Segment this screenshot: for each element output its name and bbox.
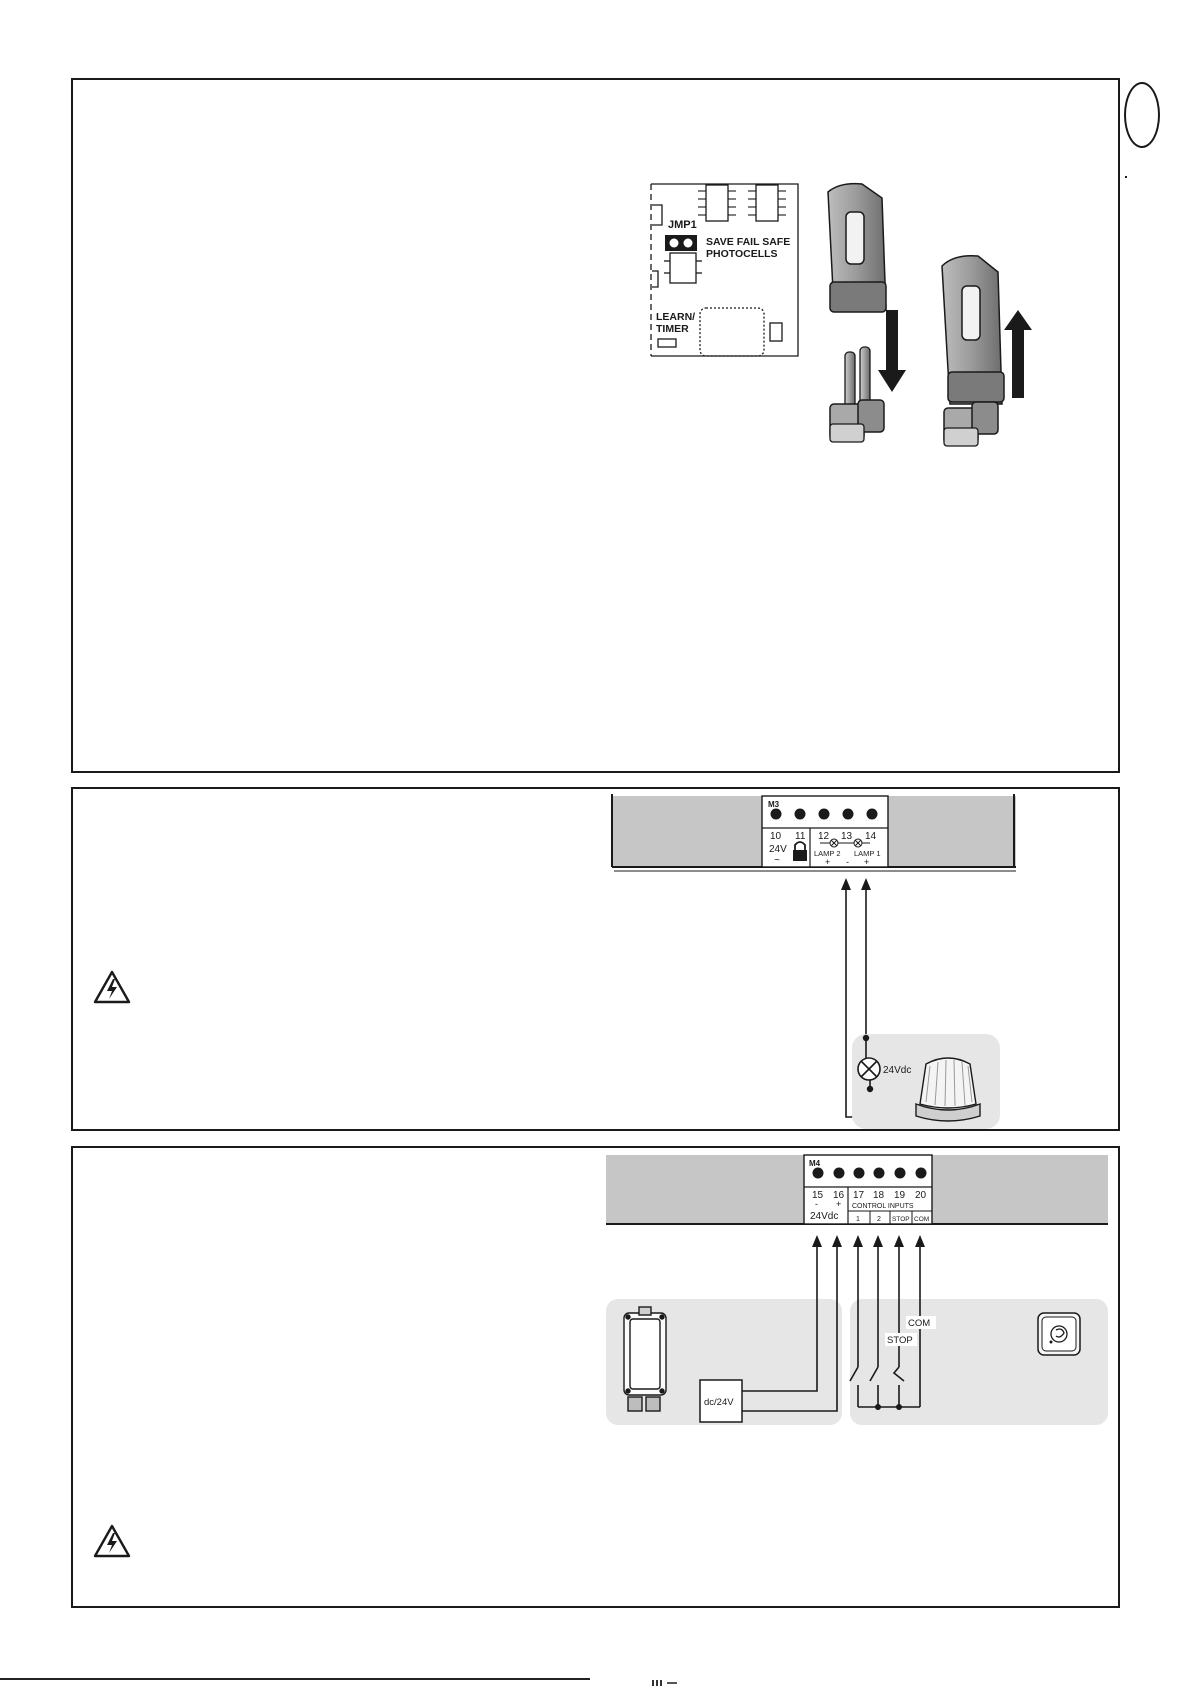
psu-label: dc/24V xyxy=(704,1397,734,1408)
input-1-label: 1 xyxy=(856,1216,860,1223)
ac-symbol: ~ xyxy=(774,855,780,866)
jumper-cap-right xyxy=(942,256,1004,446)
terminal-20: 20 xyxy=(915,1190,927,1201)
terminal-19: 19 xyxy=(894,1190,906,1201)
com-label: COM xyxy=(908,1318,931,1329)
footer-rule xyxy=(0,1678,590,1680)
fail-safe-caption: SAVE FAIL SAFE xyxy=(706,236,791,248)
flashing-lamp-illustration xyxy=(916,1058,980,1121)
dc-power-supply xyxy=(700,1380,742,1422)
m4-terminal-diagram xyxy=(604,1153,1110,1425)
jumper-cap-illustration xyxy=(820,182,1040,472)
key-switch-illustration xyxy=(1038,1313,1080,1355)
m3-terminal-diagram xyxy=(608,794,1018,1129)
lamp-voltage-label: 24Vdc xyxy=(883,1065,912,1076)
arrow-up-icon xyxy=(1004,310,1032,398)
control-inputs-label: CONTROL INPUTS xyxy=(852,1203,914,1210)
input-com-label: COM xyxy=(914,1216,930,1223)
terminal-18: 18 xyxy=(873,1190,885,1201)
svg-text:-: - xyxy=(846,857,849,867)
terminal-11: 11 xyxy=(795,831,806,842)
input-stop-label: STOP xyxy=(892,1216,910,1223)
lamp1-label: LAMP 1 xyxy=(854,849,881,858)
jumper-label: JMP1 xyxy=(668,219,697,231)
tab-dot xyxy=(1125,176,1127,178)
jumper-cap-left xyxy=(828,184,886,312)
input-2-label: 2 xyxy=(877,1216,881,1223)
electrical-warning-icon xyxy=(93,970,131,1004)
terminal-14: 14 xyxy=(865,831,877,842)
electrical-warning-icon-2 xyxy=(93,1524,131,1558)
terminal-13: 13 xyxy=(841,831,853,842)
m4-block-label: M4 xyxy=(809,1159,821,1168)
footer-mark xyxy=(652,1674,692,1682)
pcb-detail-figure xyxy=(650,183,800,363)
receiver-box-illustration xyxy=(624,1307,666,1411)
stop-label: STOP xyxy=(887,1335,913,1346)
photocells-caption: PHOTOCELLS xyxy=(706,248,778,260)
m3-block-label: M3 xyxy=(768,800,780,809)
svg-text:+: + xyxy=(864,857,870,867)
supply-24vdc-label: 24Vdc xyxy=(810,1211,839,1222)
lamp2-label: LAMP 2 xyxy=(814,849,841,858)
arrow-down-icon xyxy=(878,310,906,392)
svg-text:+: + xyxy=(836,1199,842,1209)
header-pins-left xyxy=(830,347,884,442)
voltage-24v-label: 24V xyxy=(769,844,787,855)
terminal-16: 16 xyxy=(833,1190,845,1201)
terminal-12: 12 xyxy=(818,831,830,842)
timer-label: TIMER xyxy=(656,323,689,335)
language-tab xyxy=(1124,82,1160,148)
svg-text:-: - xyxy=(815,1199,818,1209)
terminal-17: 17 xyxy=(853,1190,865,1201)
terminal-10: 10 xyxy=(770,831,782,842)
terminal-15: 15 xyxy=(812,1190,824,1201)
learn-label: LEARN/ xyxy=(656,311,696,323)
svg-text:+: + xyxy=(825,857,831,867)
